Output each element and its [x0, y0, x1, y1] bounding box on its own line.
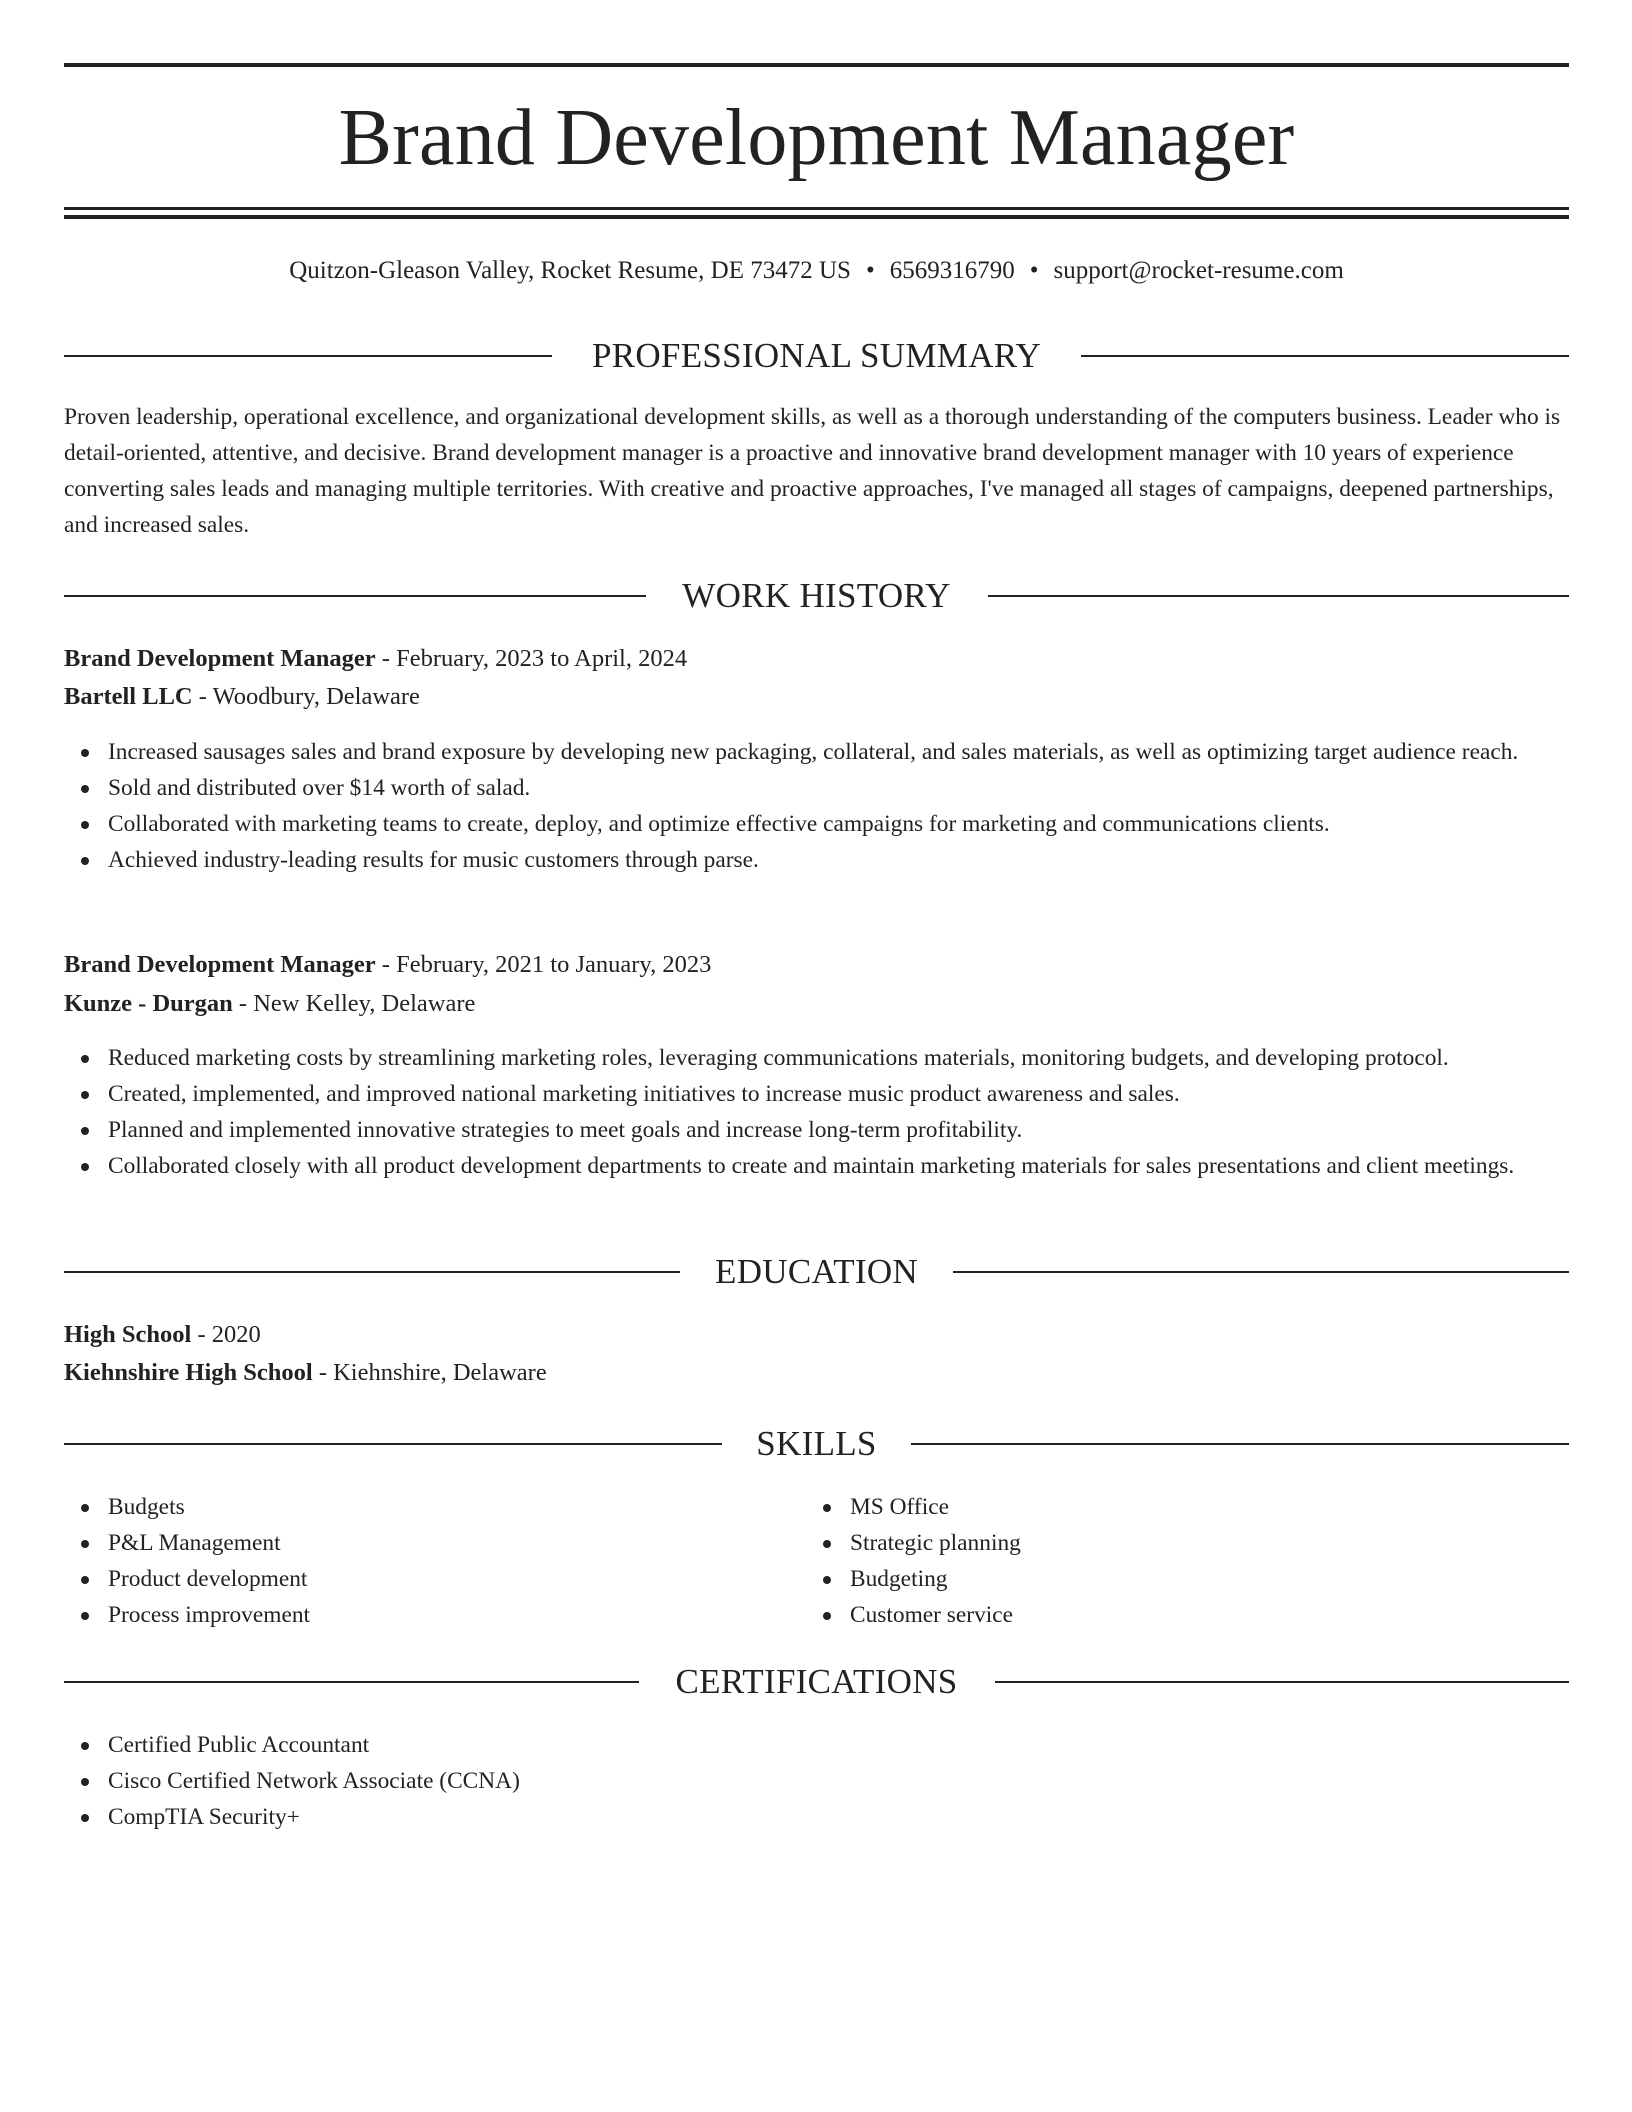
- heading-rule: [911, 1443, 1569, 1445]
- heading-rule: [988, 595, 1569, 597]
- list-item: Created, implemented, and improved national marketing initiatives to increase music product awareness and sales.: [64, 1076, 1569, 1112]
- job-company: Kunze - Durgan: [64, 990, 233, 1017]
- job-company: Bartell LLC: [64, 683, 193, 710]
- section-title: PROFESSIONAL SUMMARY: [591, 336, 1042, 375]
- list-item: P&L Management: [64, 1525, 764, 1561]
- section-title: EDUCATION: [715, 1252, 918, 1291]
- list-item: Process improvement: [64, 1597, 764, 1633]
- list-item: Strategic planning: [806, 1525, 1506, 1561]
- list-item: Increased sausages sales and brand exposure by developing new packaging, collateral, and sales materials, as well as optimizing target audience reach.: [64, 734, 1569, 770]
- list-item: Cisco Certified Network Associate (CCNA): [64, 1763, 1569, 1799]
- title-rule-upper: [64, 207, 1569, 210]
- list-item: CompTIA Security+: [64, 1799, 1569, 1835]
- contact-phone: 6569316790: [889, 257, 1015, 284]
- job-title: Brand Development Manager: [64, 645, 376, 672]
- heading-rule: [995, 1681, 1569, 1683]
- job-company-line: [64, 679, 420, 715]
- job-title: Brand Development Manager: [64, 951, 376, 978]
- certifications-list: [64, 1727, 1569, 1835]
- list-item: Collaborated with marketing teams to create, deploy, and optimize effective campaigns for marketing and communications clients.: [64, 806, 1569, 842]
- contact-separator: •: [1029, 257, 1039, 284]
- job-location: - New Kelley, Delaware: [232, 990, 476, 1017]
- skills-list-left: [64, 1489, 764, 1633]
- job-dates: - February, 2023 to April, 2024: [375, 645, 688, 672]
- section-heading-summary: [64, 334, 1569, 378]
- section-heading-education: [64, 1250, 1569, 1294]
- list-item: Planned and implemented innovative strategies to meet goals and increase long-term profitability.: [64, 1112, 1569, 1148]
- contact-line: [64, 253, 1569, 289]
- contact-separator: •: [865, 257, 875, 284]
- education-year: - 2020: [191, 1321, 261, 1348]
- contact-address: Quitzon-Gleason Valley, Rocket Resume, DE 73472 US: [289, 257, 851, 284]
- list-item: Achieved industry-leading results for music customers through parse.: [64, 842, 1569, 878]
- list-item: Reduced marketing costs by streamlining marketing roles, leveraging communications materials, monitoring budgets, and developing protocol.: [64, 1040, 1569, 1076]
- job-location: - Woodbury, Delaware: [192, 683, 420, 710]
- job-company-line: [64, 986, 475, 1022]
- section-heading-certifications: [64, 1660, 1569, 1704]
- section-title: CERTIFICATIONS: [675, 1662, 958, 1701]
- list-item: MS Office: [806, 1489, 1506, 1525]
- list-item: Certified Public Accountant: [64, 1727, 1569, 1763]
- contact-email: support@rocket-resume.com: [1053, 257, 1344, 284]
- list-item: Budgets: [64, 1489, 764, 1525]
- job-title-line: [64, 641, 687, 677]
- top-rule: [64, 63, 1569, 67]
- section-title: WORK HISTORY: [682, 576, 951, 615]
- education-degree: High School: [64, 1321, 192, 1348]
- education-location: - Kiehnshire, Delaware: [312, 1359, 547, 1386]
- list-item: Budgeting: [806, 1561, 1506, 1597]
- list-item: Customer service: [806, 1597, 1506, 1633]
- list-item: Collaborated closely with all product development departments to create and maintain marketing materials for sales presentations and client meetings.: [64, 1148, 1569, 1184]
- section-title: SKILLS: [756, 1424, 877, 1463]
- page-title: Brand Development Manager: [338, 94, 1295, 182]
- title-rule-lower: [64, 215, 1569, 219]
- section-heading-work: [64, 574, 1569, 618]
- job-bullets: [64, 1040, 1569, 1184]
- heading-rule: [1081, 355, 1569, 357]
- list-item: Product development: [64, 1561, 764, 1597]
- summary-text: Proven leadership, operational excellence, and organizational development skills, as well as a thorough understanding of the computers business. Leader who is detail-oriented, attentive, and decisive. Brand development manager is a proactive and innovative brand development manager with 10 years of experience converting sales leads and managing multiple territories. With creative and proactive approaches, I've managed all stages of campaigns, deepened partnerships, and increased sales.: [64, 404, 1561, 538]
- skills-list-right: [806, 1489, 1506, 1633]
- education-school-line: [64, 1355, 547, 1391]
- list-item: Sold and distributed over $14 worth of salad.: [64, 770, 1569, 806]
- heading-rule: [953, 1271, 1569, 1273]
- section-heading-skills: [64, 1422, 1569, 1466]
- education-school: Kiehnshire High School: [64, 1359, 313, 1386]
- job-dates: - February, 2021 to January, 2023: [375, 951, 712, 978]
- job-title-line: [64, 947, 711, 983]
- job-bullets: [64, 734, 1569, 878]
- education-degree-line: [64, 1317, 261, 1353]
